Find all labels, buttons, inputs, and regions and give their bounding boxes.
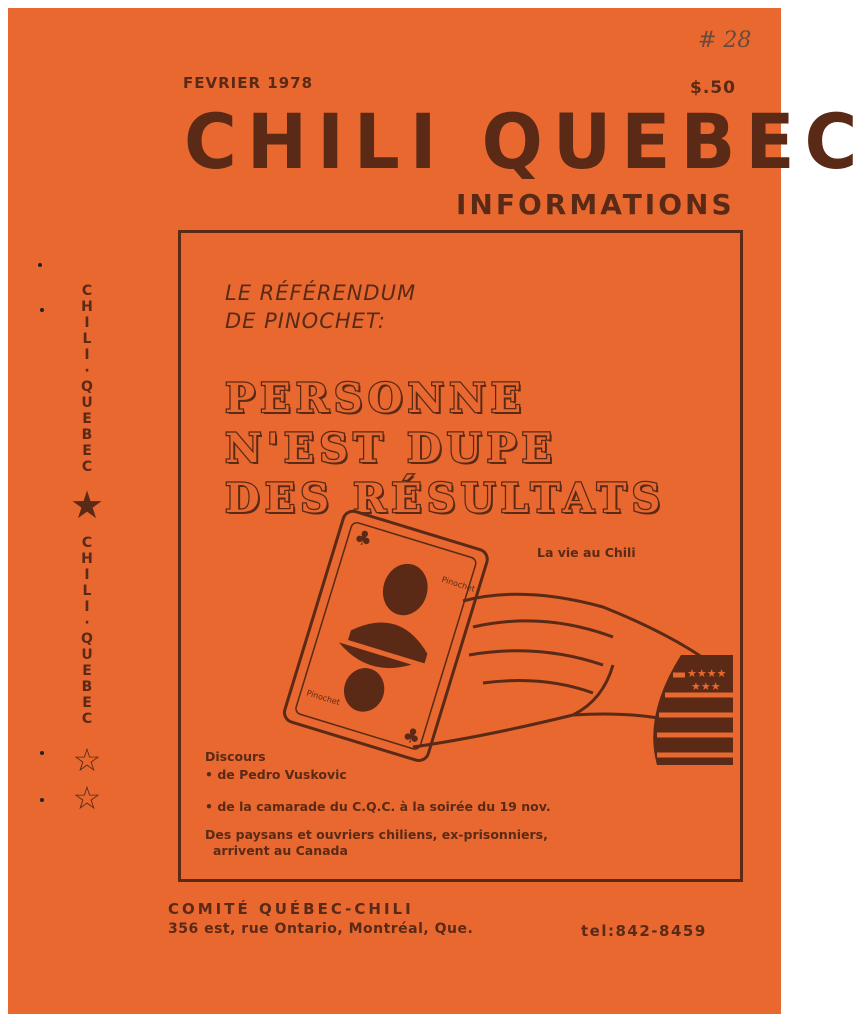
punch-dot bbox=[40, 308, 44, 312]
spine-letter: I bbox=[84, 347, 90, 363]
spine-letter: C bbox=[81, 535, 93, 551]
referendum-line-1: LE RÉFÉRENDUM bbox=[225, 281, 417, 305]
spine-letter: E bbox=[82, 695, 92, 711]
star-outline-icon: ☆ bbox=[72, 741, 102, 779]
organization-address: 356 est, rue Ontario, Montréal, Que. bbox=[168, 921, 474, 937]
spine-letter: U bbox=[81, 395, 93, 411]
organization-name: COMITÉ QUÉBEC-CHILI bbox=[168, 900, 414, 918]
spine-letter: L bbox=[82, 331, 92, 347]
organization-phone: tel:842-8459 bbox=[581, 922, 707, 940]
spine-letter: I bbox=[84, 599, 90, 615]
spine-letter: C bbox=[81, 711, 93, 727]
spine-letter: E bbox=[82, 411, 92, 427]
club-icon: ♣ bbox=[351, 523, 376, 553]
spine-letter: Q bbox=[81, 379, 93, 395]
spine-letter: E bbox=[82, 443, 92, 459]
spine-letter: U bbox=[81, 647, 93, 663]
spine-letter: · bbox=[84, 363, 90, 379]
headline-line-3: DES RÉSULTATS bbox=[225, 475, 666, 522]
star-outline-icon: ☆ bbox=[72, 779, 102, 817]
spine-word-1 bbox=[81, 283, 93, 475]
card-name-bottom: Pinochet bbox=[305, 688, 341, 708]
spine-letter: H bbox=[81, 299, 93, 315]
spine-letter: C bbox=[81, 459, 93, 475]
caption-discours: Discours bbox=[205, 749, 266, 764]
spine-sidebar bbox=[68, 283, 106, 843]
caption-paysans-line-2: arrivent au Canada bbox=[213, 843, 348, 858]
masthead-subtitle: INFORMATIONS bbox=[456, 188, 735, 221]
spine-letter: I bbox=[84, 567, 90, 583]
caption-camarade: • de la camarade du C.Q.C. à la soirée du 19 nov. bbox=[205, 799, 551, 814]
issue-date: FEVRIER 1978 bbox=[183, 74, 314, 92]
spine-letter: B bbox=[81, 679, 93, 695]
svg-text:★★★★: ★★★★ bbox=[687, 667, 727, 680]
us-flag-cuff-icon bbox=[653, 655, 733, 765]
card-name-top: Pinochet bbox=[440, 574, 477, 594]
spine-letter: H bbox=[81, 551, 93, 567]
spine-letter: E bbox=[82, 663, 92, 679]
caption-vie-au-chili: La vie au Chili bbox=[537, 545, 636, 560]
spine-word-2 bbox=[81, 535, 93, 727]
magazine-cover bbox=[8, 8, 867, 1014]
club-icon: ♣ bbox=[399, 721, 424, 750]
spine-letter: I bbox=[84, 315, 90, 331]
punch-dot bbox=[40, 751, 44, 755]
feature-frame bbox=[178, 230, 743, 882]
punch-dot bbox=[38, 263, 42, 267]
spine-letter: C bbox=[81, 283, 93, 299]
spine-letter: Q bbox=[81, 631, 93, 647]
handwritten-note: # 28 bbox=[698, 28, 752, 53]
svg-text:★★★: ★★★ bbox=[691, 680, 721, 693]
punch-dot bbox=[40, 798, 44, 802]
masthead-title: CHILI QUEBEC bbox=[184, 97, 867, 186]
headline-line-1: PERSONNE bbox=[225, 375, 527, 422]
referendum-line-2: DE PINOCHET: bbox=[225, 309, 386, 333]
spine-letter: L bbox=[82, 583, 92, 599]
caption-paysans-line-1: Des paysans et ouvriers chiliens, ex-prisonniers, bbox=[205, 827, 548, 842]
star-filled-icon: ★ bbox=[69, 483, 105, 527]
caption-vuskovic: • de Pedro Vuskovic bbox=[205, 767, 347, 782]
spine-letter: · bbox=[84, 615, 90, 631]
spine-letter: B bbox=[81, 427, 93, 443]
issue-price: $.50 bbox=[690, 78, 736, 98]
headline-line-2: N'EST DUPE bbox=[225, 425, 558, 472]
card-hand-illustration bbox=[273, 515, 733, 765]
